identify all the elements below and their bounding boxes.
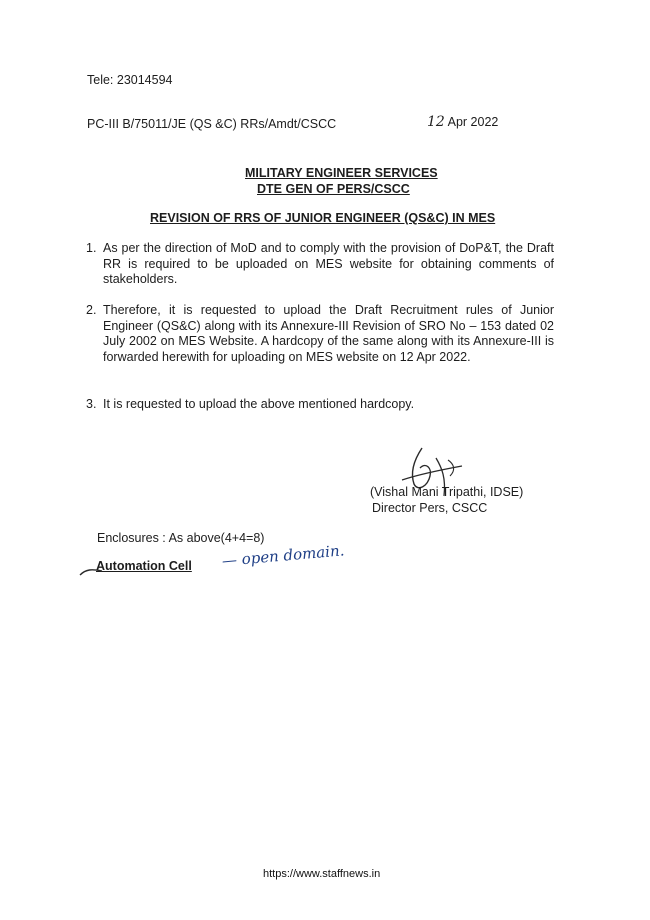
- paragraph-text: It is requested to upload the above mentioned hardcopy.: [103, 397, 415, 411]
- paragraph-number: 3.: [86, 397, 97, 411]
- signatory-name: (Vishal Mani Tripathi, IDSE): [370, 485, 524, 499]
- paragraph-number: 2.: [86, 303, 97, 317]
- letter-date: [427, 114, 498, 130]
- reference-number: PC-III B/75011/JE (QS &C) RRs/Amdt/CSCC: [87, 117, 337, 131]
- enclosures-line: Enclosures : As above(4+4=8): [97, 531, 265, 545]
- paragraph-text: Therefore, it is requested to upload the Draft Recruitment rules of Junior Engineer (QS&C) along with its Annexure-III Revision of SRO No – 153 dated 02 July 2002 on MES Website. A hardcopy of the same along with its Annexure-III is forwarded herewith for uploading on MES website on 12 Apr 2022.: [103, 303, 554, 364]
- paragraph-1: [86, 241, 554, 288]
- underline-stroke-icon: [78, 567, 108, 579]
- date-day-handwritten: 12: [427, 114, 445, 130]
- date-month-year: Apr 2022: [444, 115, 499, 129]
- paragraph-number: 1.: [86, 241, 97, 255]
- footer-url: https://www.staffnews.in: [263, 868, 381, 880]
- addressee: Automation Cell: [96, 559, 192, 573]
- organisation-name: MILITARY ENGINEER SERVICES: [245, 166, 438, 180]
- paragraph-text: As per the direction of MoD and to comply with the provision of DoP&T, the Draft RR is required to be uploaded on MES website for obtaining comments of stakeholders.: [103, 241, 554, 286]
- signatory-designation: Director Pers, CSCC: [372, 501, 488, 515]
- directorate-name: DTE GEN OF PERS/CSCC: [257, 182, 410, 196]
- telephone-line: Tele: 23014594: [87, 73, 173, 87]
- paragraph-3: [86, 397, 554, 413]
- paragraph-2: [86, 303, 554, 365]
- subject-heading: REVISION OF RRS OF JUNIOR ENGINEER (QS&C) IN MES: [150, 211, 496, 225]
- handwritten-note: — open domain.: [221, 541, 346, 570]
